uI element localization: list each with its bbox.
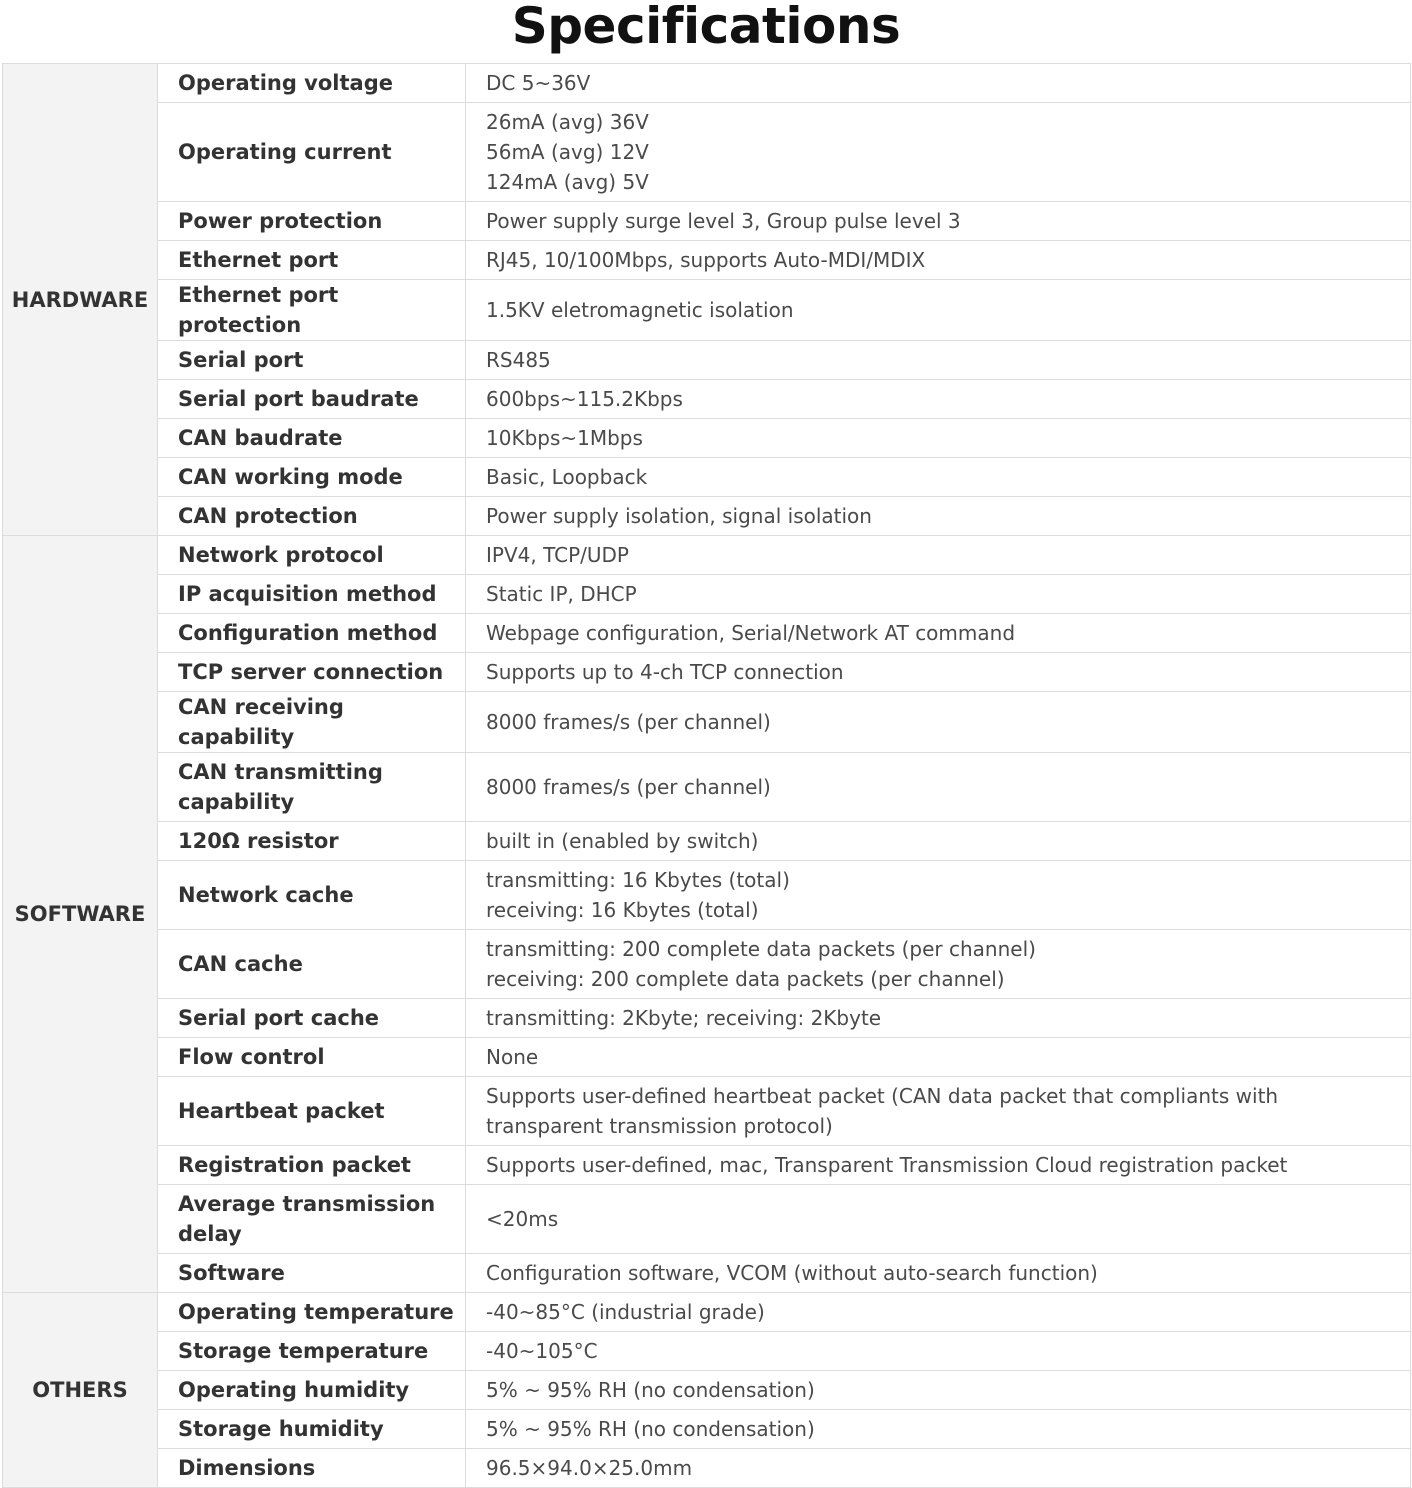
spec-value-line: Webpage configuration, Serial/Network AT command — [486, 621, 1016, 645]
spec-value-line: Power supply isolation, signal isolation — [486, 504, 872, 528]
spec-value — [466, 1254, 1411, 1293]
spec-value-line: 8000 frames/s (per channel) — [486, 710, 771, 734]
spec-value — [466, 419, 1411, 458]
spec-value-line: 26mA (avg) 36V — [486, 110, 649, 134]
spec-value-line: 600bps~115.2Kbps — [486, 387, 683, 411]
table-row — [3, 1449, 1411, 1488]
spec-label: CAN receiving capability — [158, 692, 466, 753]
spec-value — [466, 1293, 1411, 1332]
spec-value — [466, 1185, 1411, 1254]
spec-value-line: Supports user-defined heartbeat packet (CAN data packet that compliants with transparent transmission protocol) — [486, 1084, 1279, 1138]
spec-label: TCP server connection — [158, 653, 466, 692]
table-row — [3, 497, 1411, 536]
spec-value — [466, 1038, 1411, 1077]
spec-label: CAN baudrate — [158, 419, 466, 458]
spec-value-line: -40~105°C — [486, 1339, 598, 1363]
spec-label: Network protocol — [158, 536, 466, 575]
spec-value — [466, 692, 1411, 753]
spec-value — [466, 241, 1411, 280]
table-row — [3, 380, 1411, 419]
spec-value — [466, 202, 1411, 241]
spec-value-line: 96.5×94.0×25.0mm — [486, 1456, 693, 1480]
spec-label: Ethernet port protection — [158, 280, 466, 341]
spec-label: Software — [158, 1254, 466, 1293]
spec-value-line: None — [486, 1045, 539, 1069]
spec-value — [466, 280, 1411, 341]
table-row — [3, 1371, 1411, 1410]
spec-value-line: 5% ~ 95% RH (no condensation) — [486, 1417, 815, 1441]
spec-label: Serial port cache — [158, 999, 466, 1038]
spec-value — [466, 822, 1411, 861]
table-row — [3, 241, 1411, 280]
table-row — [3, 753, 1411, 822]
spec-label: Dimensions — [158, 1449, 466, 1488]
spec-value-line: -40~85°C (industrial grade) — [486, 1300, 765, 1324]
spec-value-line: 8000 frames/s (per channel) — [486, 775, 771, 799]
spec-value — [466, 1146, 1411, 1185]
table-row — [3, 999, 1411, 1038]
spec-value — [466, 458, 1411, 497]
table-row — [3, 1185, 1411, 1254]
spec-value — [466, 1332, 1411, 1371]
spec-label: Operating current — [158, 103, 466, 202]
spec-value-line: IPV4, TCP/UDP — [486, 543, 629, 567]
table-row — [3, 1332, 1411, 1371]
spec-value-line: RS485 — [486, 348, 551, 372]
spec-value — [466, 575, 1411, 614]
spec-value-line: receiving: 200 complete data packets (per channel) — [486, 967, 1005, 991]
table-row — [3, 1254, 1411, 1293]
spec-label: CAN protection — [158, 497, 466, 536]
spec-value — [466, 999, 1411, 1038]
spec-value-line: Configuration software, VCOM (without auto-search function) — [486, 1261, 1098, 1285]
table-row — [3, 1077, 1411, 1146]
spec-value-line: built in (enabled by switch) — [486, 829, 759, 853]
table-row — [3, 1293, 1411, 1332]
spec-value-line: transmitting: 2Kbyte; receiving: 2Kbyte — [486, 1006, 882, 1030]
spec-label: Registration packet — [158, 1146, 466, 1185]
spec-value-line: <20ms — [486, 1207, 559, 1231]
spec-value-line: Power supply surge level 3, Group pulse level 3 — [486, 209, 961, 233]
spec-value-line: 56mA (avg) 12V — [486, 140, 649, 164]
spec-label: CAN transmitting capability — [158, 753, 466, 822]
spec-label: CAN cache — [158, 930, 466, 999]
spec-value-line: Static IP, DHCP — [486, 582, 637, 606]
spec-label: Heartbeat packet — [158, 1077, 466, 1146]
specifications-table — [2, 63, 1411, 1488]
table-row — [3, 458, 1411, 497]
spec-label: IP acquisition method — [158, 575, 466, 614]
spec-label: Network cache — [158, 861, 466, 930]
spec-value-line: 5% ~ 95% RH (no condensation) — [486, 1378, 815, 1402]
spec-value — [466, 1077, 1411, 1146]
table-row — [3, 341, 1411, 380]
spec-value-line: DC 5~36V — [486, 71, 591, 95]
table-row — [3, 419, 1411, 458]
section-category: HARDWARE — [3, 64, 158, 536]
spec-value — [466, 380, 1411, 419]
table-row — [3, 653, 1411, 692]
spec-value-line: 1.5KV eletromagnetic isolation — [486, 298, 794, 322]
spec-value — [466, 653, 1411, 692]
spec-value — [466, 1410, 1411, 1449]
table-row — [3, 1410, 1411, 1449]
spec-value — [466, 103, 1411, 202]
table-row — [3, 1038, 1411, 1077]
spec-value — [466, 614, 1411, 653]
spec-label: Storage humidity — [158, 1410, 466, 1449]
section-category: OTHERS — [3, 1293, 158, 1488]
spec-label: Operating temperature — [158, 1293, 466, 1332]
spec-label: Average transmission delay — [158, 1185, 466, 1254]
spec-label: Operating humidity — [158, 1371, 466, 1410]
spec-value — [466, 536, 1411, 575]
spec-value — [466, 497, 1411, 536]
spec-value — [466, 1371, 1411, 1410]
spec-value-line: Basic, Loopback — [486, 465, 648, 489]
spec-value — [466, 341, 1411, 380]
spec-value-line: receiving: 16 Kbytes (total) — [486, 898, 759, 922]
table-row — [3, 861, 1411, 930]
spec-value — [466, 64, 1411, 103]
table-row — [3, 692, 1411, 753]
spec-label: CAN working mode — [158, 458, 466, 497]
table-row — [3, 822, 1411, 861]
spec-value — [466, 930, 1411, 999]
table-row — [3, 202, 1411, 241]
section-category: SOFTWARE — [3, 536, 158, 1293]
table-row — [3, 64, 1411, 103]
spec-label: Serial port — [158, 341, 466, 380]
table-row — [3, 930, 1411, 999]
spec-value-line: Supports user-defined, mac, Transparent Transmission Cloud registration packet — [486, 1153, 1288, 1177]
spec-value — [466, 1449, 1411, 1488]
spec-label: 120Ω resistor — [158, 822, 466, 861]
spec-value — [466, 861, 1411, 930]
table-row — [3, 103, 1411, 202]
spec-label: Configuration method — [158, 614, 466, 653]
spec-label: Operating voltage — [158, 64, 466, 103]
spec-value-line: Supports up to 4-ch TCP connection — [486, 660, 844, 684]
spec-label: Ethernet port — [158, 241, 466, 280]
table-row — [3, 280, 1411, 341]
table-row — [3, 536, 1411, 575]
spec-value — [466, 753, 1411, 822]
spec-label: Flow control — [158, 1038, 466, 1077]
spec-label: Serial port baudrate — [158, 380, 466, 419]
page-title: Specifications — [511, 0, 901, 55]
spec-value-line: RJ45, 10/100Mbps, supports Auto-MDI/MDIX — [486, 248, 926, 272]
table-row — [3, 575, 1411, 614]
spec-value-line: 10Kbps~1Mbps — [486, 426, 643, 450]
table-row — [3, 1146, 1411, 1185]
spec-value-line: 124mA (avg) 5V — [486, 170, 649, 194]
spec-label: Storage temperature — [158, 1332, 466, 1371]
spec-label: Power protection — [158, 202, 466, 241]
spec-value-line: transmitting: 200 complete data packets (per channel) — [486, 937, 1036, 961]
table-row — [3, 614, 1411, 653]
spec-value-line: transmitting: 16 Kbytes (total) — [486, 868, 790, 892]
